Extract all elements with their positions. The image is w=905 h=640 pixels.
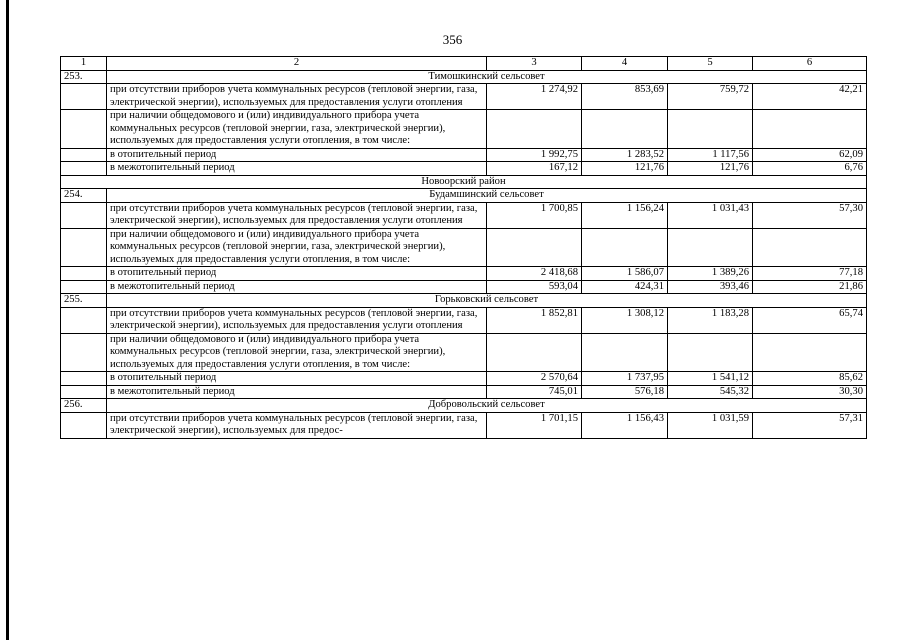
section-row — [61, 70, 867, 84]
table-row — [61, 228, 867, 267]
section-title-cell: Тимошкинский сельсовет — [107, 70, 867, 84]
value-cell-col3: 1 992,75 — [487, 148, 582, 162]
row-number-cell — [61, 228, 107, 267]
value-cell-col4: 853,69 — [582, 84, 668, 110]
value-cell-col6: 57,31 — [753, 412, 867, 438]
table-row — [61, 162, 867, 176]
district-row — [61, 175, 867, 189]
description-cell: при наличии общедомового и (или) индивидуального прибора учета коммунальных ресурсов (тепловой энергии, газа, электрической энергии), используемых для предоставления услуги отопления, в том числе: — [107, 333, 487, 372]
section-title-cell: Горьковский сельсовет — [107, 294, 867, 308]
value-cell-col4: 1 586,07 — [582, 267, 668, 281]
row-number-cell — [61, 84, 107, 110]
table-row — [61, 385, 867, 399]
value-cell-col5: 759,72 — [668, 84, 753, 110]
value-cell-col5: 1 183,28 — [668, 307, 753, 333]
value-cell-col3 — [487, 228, 582, 267]
description-cell: при отсутствии приборов учета коммунальных ресурсов (тепловой энергии, газа, электрической энергии), используемых для предоставления услуги отопления — [107, 307, 487, 333]
row-number-cell: 256. — [61, 399, 107, 413]
value-cell-col5: 545,32 — [668, 385, 753, 399]
value-cell-col4: 424,31 — [582, 280, 668, 294]
row-number-cell — [61, 202, 107, 228]
row-number-cell — [61, 333, 107, 372]
value-cell-col5: 1 389,26 — [668, 267, 753, 281]
header-cell: 3 — [487, 57, 582, 71]
header-cell: 1 — [61, 57, 107, 71]
value-cell-col5: 1 031,43 — [668, 202, 753, 228]
value-cell-col3: 745,01 — [487, 385, 582, 399]
header-cell: 5 — [668, 57, 753, 71]
tariff-table — [60, 56, 867, 439]
header-row — [61, 57, 867, 71]
description-cell: в межотопительный период — [107, 385, 487, 399]
value-cell-col4: 576,18 — [582, 385, 668, 399]
value-cell-col5 — [668, 333, 753, 372]
left-margin-bar — [6, 0, 9, 640]
value-cell-col4: 1 156,43 — [582, 412, 668, 438]
description-cell: при отсутствии приборов учета коммунальных ресурсов (тепловой энергии, газа, электрической энергии), используемых для предоставления услуги отопления — [107, 84, 487, 110]
section-row — [61, 294, 867, 308]
value-cell-col4: 1 737,95 — [582, 372, 668, 386]
row-number-cell — [61, 280, 107, 294]
section-row — [61, 399, 867, 413]
row-number-cell — [61, 148, 107, 162]
value-cell-col6: 62,09 — [753, 148, 867, 162]
value-cell-col3 — [487, 110, 582, 149]
value-cell-col3: 593,04 — [487, 280, 582, 294]
value-cell-col3: 1 701,15 — [487, 412, 582, 438]
table-row — [61, 148, 867, 162]
description-cell: в отопительный период — [107, 267, 487, 281]
row-number-cell: 255. — [61, 294, 107, 308]
value-cell-col6: 6,76 — [753, 162, 867, 176]
row-number-cell: 254. — [61, 189, 107, 203]
row-number-cell — [61, 385, 107, 399]
value-cell-col3: 2 418,68 — [487, 267, 582, 281]
table-row — [61, 412, 867, 438]
value-cell-col5: 121,76 — [668, 162, 753, 176]
value-cell-col5: 1 031,59 — [668, 412, 753, 438]
value-cell-col6: 42,21 — [753, 84, 867, 110]
value-cell-col6: 85,62 — [753, 372, 867, 386]
row-number-cell — [61, 110, 107, 149]
value-cell-col5: 1 541,12 — [668, 372, 753, 386]
value-cell-col5: 393,46 — [668, 280, 753, 294]
page-number: 356 — [442, 32, 463, 47]
row-number-cell — [61, 307, 107, 333]
description-cell: при наличии общедомового и (или) индивидуального прибора учета коммунальных ресурсов (тепловой энергии, газа, электрической энергии), используемых для предоставления услуги отопления, в том числе: — [107, 110, 487, 149]
value-cell-col3: 2 570,64 — [487, 372, 582, 386]
value-cell-col6: 65,74 — [753, 307, 867, 333]
value-cell-col5 — [668, 110, 753, 149]
value-cell-col6 — [753, 333, 867, 372]
table-row — [61, 202, 867, 228]
value-cell-col4: 1 283,52 — [582, 148, 668, 162]
table-row — [61, 110, 867, 149]
value-cell-col3: 1 852,81 — [487, 307, 582, 333]
header-cell: 2 — [107, 57, 487, 71]
table-row — [61, 267, 867, 281]
table-row — [61, 333, 867, 372]
value-cell-col4: 1 308,12 — [582, 307, 668, 333]
value-cell-col4 — [582, 228, 668, 267]
value-cell-col5: 1 117,56 — [668, 148, 753, 162]
section-title-cell: Добровольский сельсовет — [107, 399, 867, 413]
value-cell-col4 — [582, 110, 668, 149]
value-cell-col4: 1 156,24 — [582, 202, 668, 228]
value-cell-col6: 77,18 — [753, 267, 867, 281]
value-cell-col6: 21,86 — [753, 280, 867, 294]
section-row — [61, 189, 867, 203]
table-row — [61, 307, 867, 333]
value-cell-col4: 121,76 — [582, 162, 668, 176]
value-cell-col6 — [753, 228, 867, 267]
value-cell-col3: 1 700,85 — [487, 202, 582, 228]
description-cell: при отсутствии приборов учета коммунальных ресурсов (тепловой энергии, газа, электрической энергии), используемых для предоставления услуги отопления — [107, 202, 487, 228]
table-row — [61, 372, 867, 386]
value-cell-col3: 167,12 — [487, 162, 582, 176]
value-cell-col6: 57,30 — [753, 202, 867, 228]
description-cell: при наличии общедомового и (или) индивидуального прибора учета коммунальных ресурсов (тепловой энергии, газа, электрической энергии), используемых для предоставления услуги отопления, в том числе: — [107, 228, 487, 267]
value-cell-col3 — [487, 333, 582, 372]
value-cell-col5 — [668, 228, 753, 267]
header-cell: 6 — [753, 57, 867, 71]
description-cell: в отопительный период — [107, 372, 487, 386]
row-number-cell — [61, 267, 107, 281]
district-title-cell: Новоорский район — [61, 175, 867, 189]
row-number-cell — [61, 412, 107, 438]
description-cell: в отопительный период — [107, 148, 487, 162]
table-row — [61, 84, 867, 110]
description-cell: в межотопительный период — [107, 280, 487, 294]
value-cell-col6 — [753, 110, 867, 149]
description-cell: в межотопительный период — [107, 162, 487, 176]
value-cell-col4 — [582, 333, 668, 372]
description-cell: при отсутствии приборов учета коммунальных ресурсов (тепловой энергии, газа, электрической энергии), используемых для предос- — [107, 412, 487, 438]
row-number-cell: 253. — [61, 70, 107, 84]
section-title-cell: Будамшинский сельсовет — [107, 189, 867, 203]
header-cell: 4 — [582, 57, 668, 71]
row-number-cell — [61, 372, 107, 386]
value-cell-col6: 30,30 — [753, 385, 867, 399]
row-number-cell — [61, 162, 107, 176]
table-row — [61, 280, 867, 294]
value-cell-col3: 1 274,92 — [487, 84, 582, 110]
